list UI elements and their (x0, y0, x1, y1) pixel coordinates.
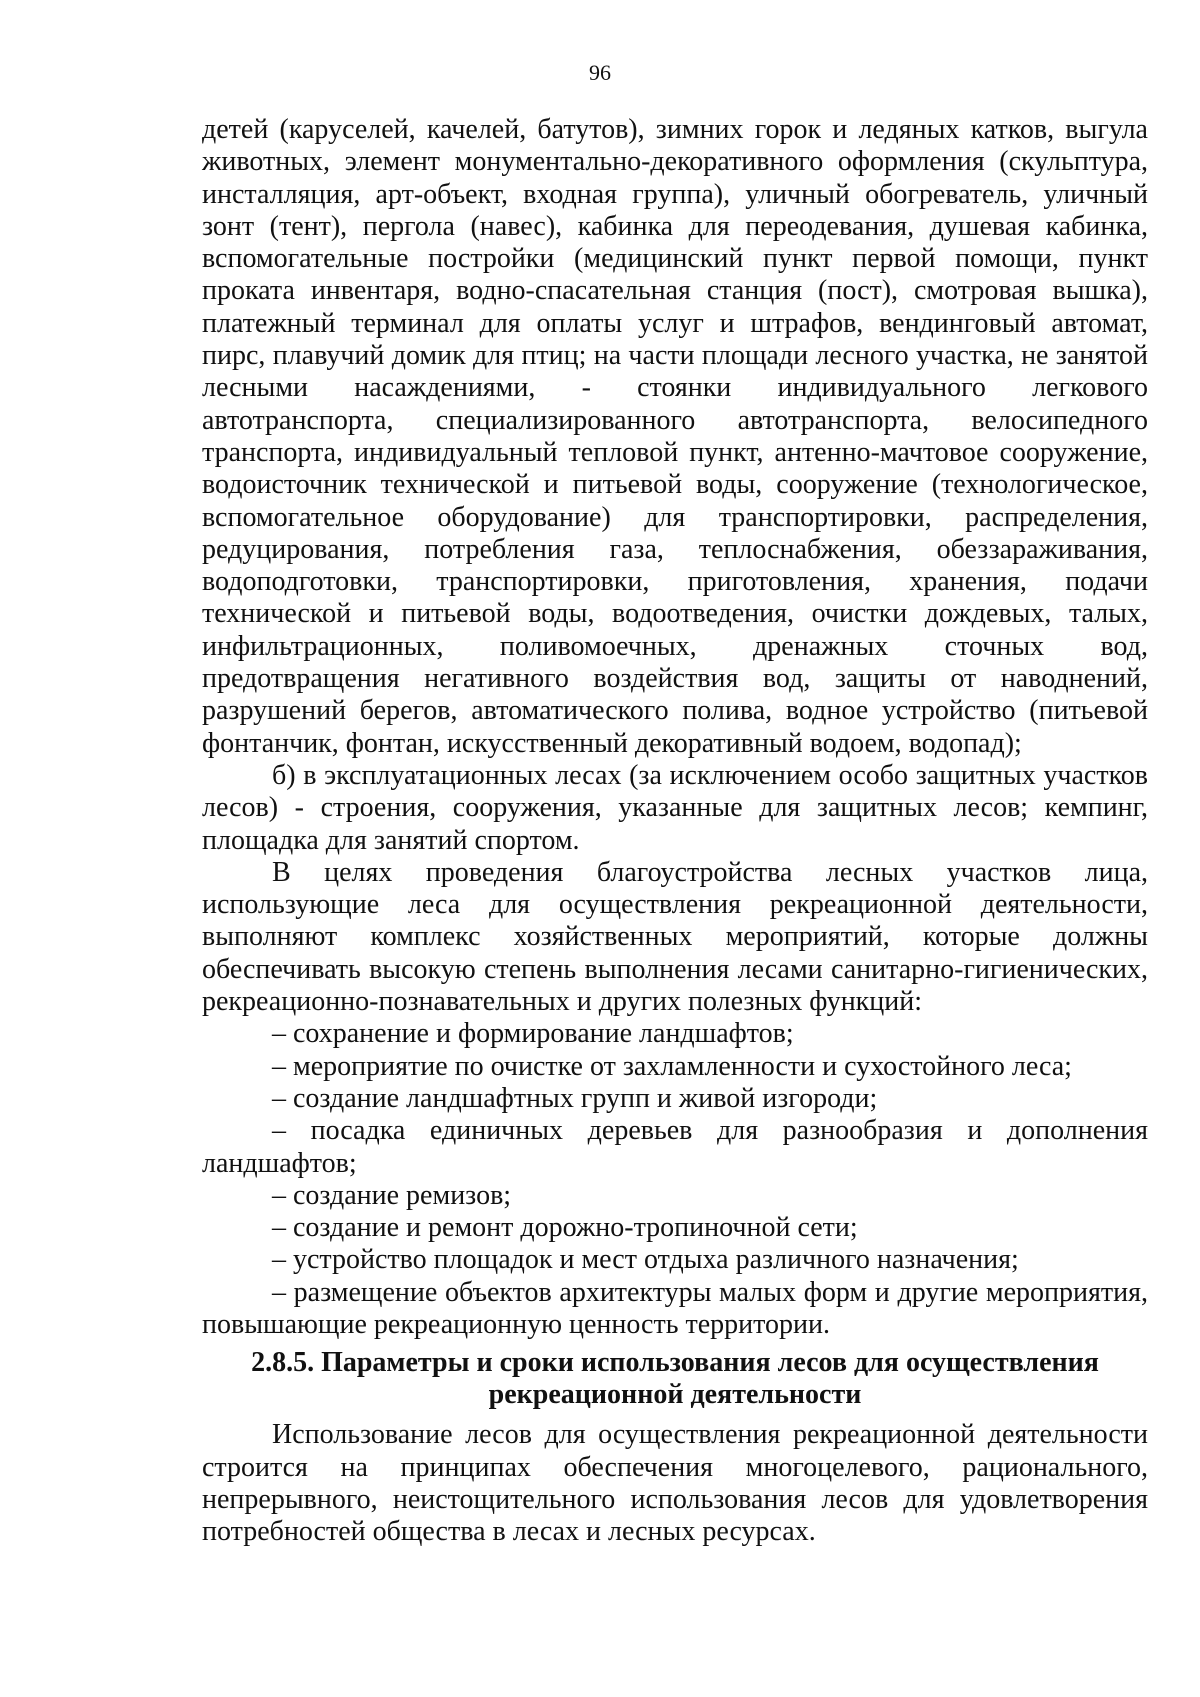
paragraph-improvement-goals: В целях проведения благоустройства лесных участков лица, использующие леса для осуществления рекреационной деятельности, выполняют комплекс хозяйственных мероприятий, которые должны обеспечивать высокую степень выполнения лесами санитарно-гигиенических, рекреационно-познавательных и других полезных функций: (202, 856, 1148, 1018)
list-item: – создание ландшафтных групп и живой изгороди; (272, 1082, 878, 1114)
list-item: – сохранение и формирование ландшафтов; (272, 1018, 794, 1050)
list-item: – посадка единичных деревьев для разнообразия и дополнения ландшафтов; (202, 1115, 1148, 1179)
section-heading (202, 1347, 1148, 1411)
paragraph-objects-list: детей (каруселей, качелей, батутов), зимних горок и ледяных катков, выгула животных, элемент монументально-декоративного оформления (скульптура, инсталляция, арт-объект, входная группа), уличный обогреватель, уличный зонт (тент), пергола (навес), кабинка для переодевания, душевая кабинка, вспомогательные постройки (медицинский пункт первой помощи, пункт проката инвентаря, водно-спасательная станция (пост), смотровая вышка), платежный терминал для оплаты услуг и штрафов, вендинговый автомат, пирс, плавучий домик для птиц; на части площади лесного участка, не занятой лесными насаждениями, - стоянки индивидуального легкового автотранспорта, специализированного автотранспорта, велосипедного транспорта, индивидуальный тепловой пункт, антенно-мачтовое сооружение, водоисточник технической и питьевой воды, сооружение (технологическое, вспомогательное оборудование) для транспортировки, распределения, редуцирования, потребления газа, теплоснабжения, обеззараживания, водоподготовки, транспортировки, приготовления, хранения, подачи технической и питьевой воды, водоотведения, очистки дождевых, талых, инфильтрационных, поливомоечных, дренажных сточных вод, предотвращения негативного воздействия вод, защиты от наводнений, разрушений берегов, автоматического полива, водное устройство (питьевой фонтанчик, фонтан, искусственный декоративный водоем, водопад); (202, 114, 1148, 759)
list-item: – мероприятие по очистке от захламленности и сухостойного леса; (272, 1050, 1072, 1082)
section-heading-line-2: рекреационной деятельности (488, 1379, 862, 1411)
page-body (202, 114, 1148, 1548)
list-item: – создание и ремонт дорожно-тропиночной сети; (272, 1212, 858, 1244)
list-item: – устройство площадок и мест отдыха различного назначения; (272, 1244, 1019, 1276)
list-item: – создание ремизов; (272, 1179, 512, 1211)
paragraph-section-body: Использование лесов для осуществления рекреационной деятельности строится на принципах обеспечения многоцелевого, рационального, непрерывного, неистощительного использования лесов для удовлетворения потребностей общества в лесах и лесных ресурсах. (202, 1419, 1148, 1548)
section-heading-line-1: 2.8.5. Параметры и сроки использования лесов для осуществления (251, 1347, 1099, 1379)
list-item: – размещение объектов архитектуры малых форм и другие мероприятия, повышающие рекреационную ценность территории. (202, 1276, 1148, 1340)
page-number: 96 (589, 60, 611, 85)
paragraph-exploitation-forests: б) в эксплуатационных лесах (за исключением особо защитных участков лесов) - строения, сооружения, указанные для защитных лесов; кемпинг, площадка для занятий спортом. (202, 759, 1148, 856)
